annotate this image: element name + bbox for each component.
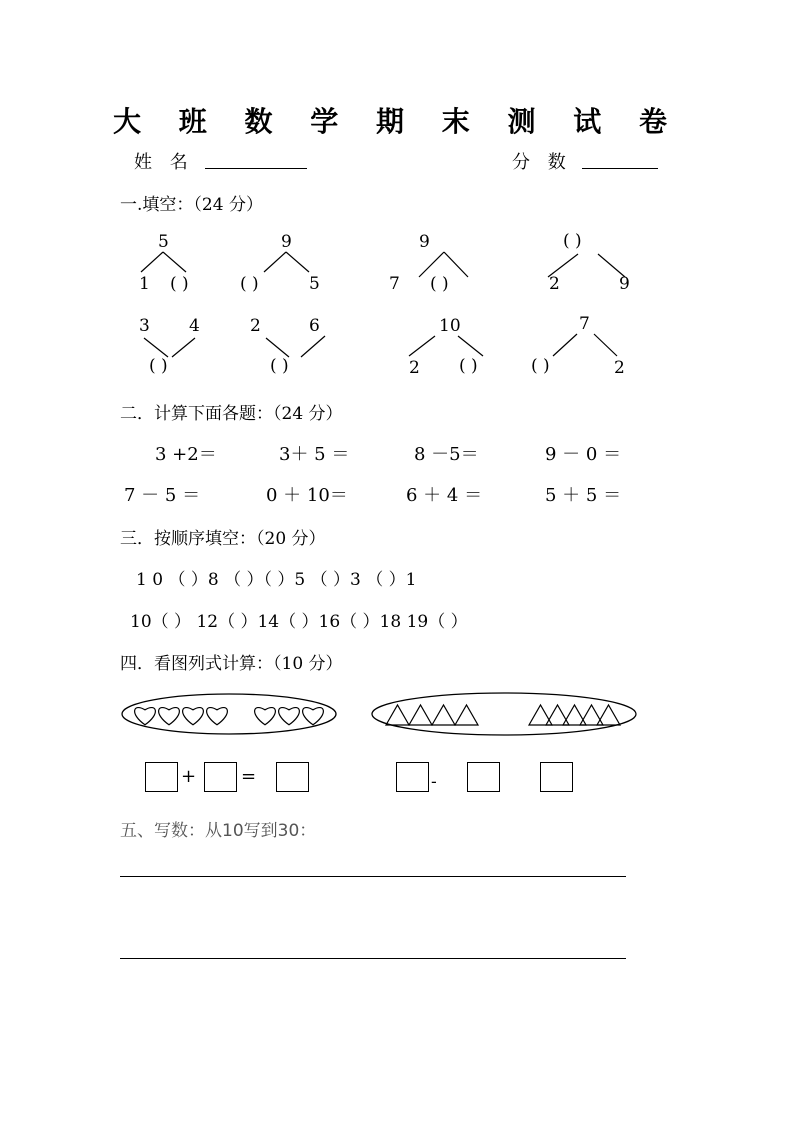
equation-6: 0 ＋ 10＝ — [266, 485, 348, 506]
bond3-top: 9 — [419, 232, 430, 252]
triangle-icon — [546, 705, 569, 725]
triangle-icon — [455, 705, 478, 725]
heart-icon — [159, 708, 180, 725]
triangles-group-2 — [529, 705, 620, 725]
bond5-right: 4 — [189, 316, 200, 336]
triangle-icon — [386, 705, 409, 725]
bond8-left-blank[interactable]: ( ) — [531, 356, 550, 376]
bond7-top: 10 — [439, 316, 461, 336]
triangle-icon — [580, 705, 603, 725]
bond2-top: 9 — [281, 232, 292, 252]
bond2-left-blank[interactable]: ( ) — [240, 274, 259, 294]
minus-sign: - — [431, 772, 437, 792]
bond6-bottom-blank[interactable]: ( ) — [270, 356, 289, 376]
hearts-ellipse — [122, 694, 336, 734]
section4-heading: 四．看图列式计算：（10 分） — [120, 654, 343, 674]
equation-8: 5 ＋ 5 ＝ — [545, 485, 622, 506]
bond3-left: 7 — [389, 274, 400, 294]
writing-line-1[interactable] — [120, 876, 626, 877]
answer-box-5[interactable] — [467, 762, 500, 792]
bond7-right-blank[interactable]: ( ) — [459, 356, 478, 376]
bond6-right: 6 — [309, 316, 320, 336]
heart-icon — [279, 708, 300, 725]
equation-2: 3＋ 5 ＝ — [279, 444, 350, 465]
bond8-top: 7 — [579, 314, 590, 334]
triangle-icon — [529, 705, 552, 725]
answer-box-4[interactable] — [396, 762, 429, 792]
bond1-left: 1 — [139, 274, 150, 294]
triangle-icon — [409, 705, 432, 725]
answer-box-2[interactable] — [204, 762, 237, 792]
equation-1: 3 +2＝ — [155, 444, 217, 465]
triangle-icon — [432, 705, 455, 725]
writing-line-2[interactable] — [120, 958, 626, 959]
hearts-group-1 — [135, 708, 228, 725]
heart-icon — [255, 708, 276, 725]
bond1-right-blank[interactable]: ( ) — [170, 274, 189, 294]
heart-icon — [207, 708, 228, 725]
triangles-group-1 — [386, 705, 478, 725]
section5-heading: 五、写数：从10写到30： — [120, 821, 317, 841]
bond3-right-blank[interactable]: ( ) — [430, 274, 449, 294]
equation-5: 7 － 5 ＝ — [124, 485, 201, 506]
equation-4: 9 － 0 ＝ — [545, 444, 622, 465]
equation-7: 6 ＋ 4 ＝ — [406, 485, 483, 506]
name-label: 姓 名 — [134, 152, 194, 173]
sequence-row-1[interactable]: 1 0 （ ）8 （ ）（ ）5 （ ）3 （ ）1 — [136, 570, 417, 590]
heart-icon — [183, 708, 204, 725]
score-label: 分 数 — [512, 152, 572, 173]
answer-box-3[interactable] — [276, 762, 309, 792]
section2-heading: 二．计算下面各题：（24 分） — [120, 404, 343, 424]
bond5-left: 3 — [139, 316, 150, 336]
bond4-left: 2 — [549, 274, 560, 294]
page-title: 大 班 数 学 期 末 测 试 卷 — [113, 105, 681, 138]
bond8-right: 2 — [614, 358, 625, 378]
triangle-icon — [563, 705, 586, 725]
bond7-left: 2 — [409, 358, 420, 378]
heart-icon — [303, 708, 324, 725]
heart-icon — [135, 708, 156, 725]
bond2-right: 5 — [309, 274, 320, 294]
bond5-bottom-blank[interactable]: ( ) — [149, 356, 168, 376]
bond4-top-blank[interactable]: ( ) — [563, 231, 582, 251]
sequence-row-2[interactable]: 10（ ） 12（ ）14（ ）16（ ）18 19（ ） — [130, 612, 468, 632]
bond4-right: 9 — [619, 274, 630, 294]
bond6-left: 2 — [250, 316, 261, 336]
equals-sign: = — [241, 766, 257, 787]
triangle-icon — [597, 705, 620, 725]
answer-box-1[interactable] — [145, 762, 178, 792]
hearts-group-2 — [255, 708, 324, 725]
section1-heading: 一.填空：（24 分） — [120, 195, 263, 215]
plus-sign: + — [181, 766, 197, 787]
answer-box-6[interactable] — [540, 762, 573, 792]
section3-heading: 三．按顺序填空：（20 分） — [120, 529, 326, 549]
bond1-top: 5 — [158, 232, 169, 252]
equation-3: 8 －5＝ — [414, 444, 479, 465]
